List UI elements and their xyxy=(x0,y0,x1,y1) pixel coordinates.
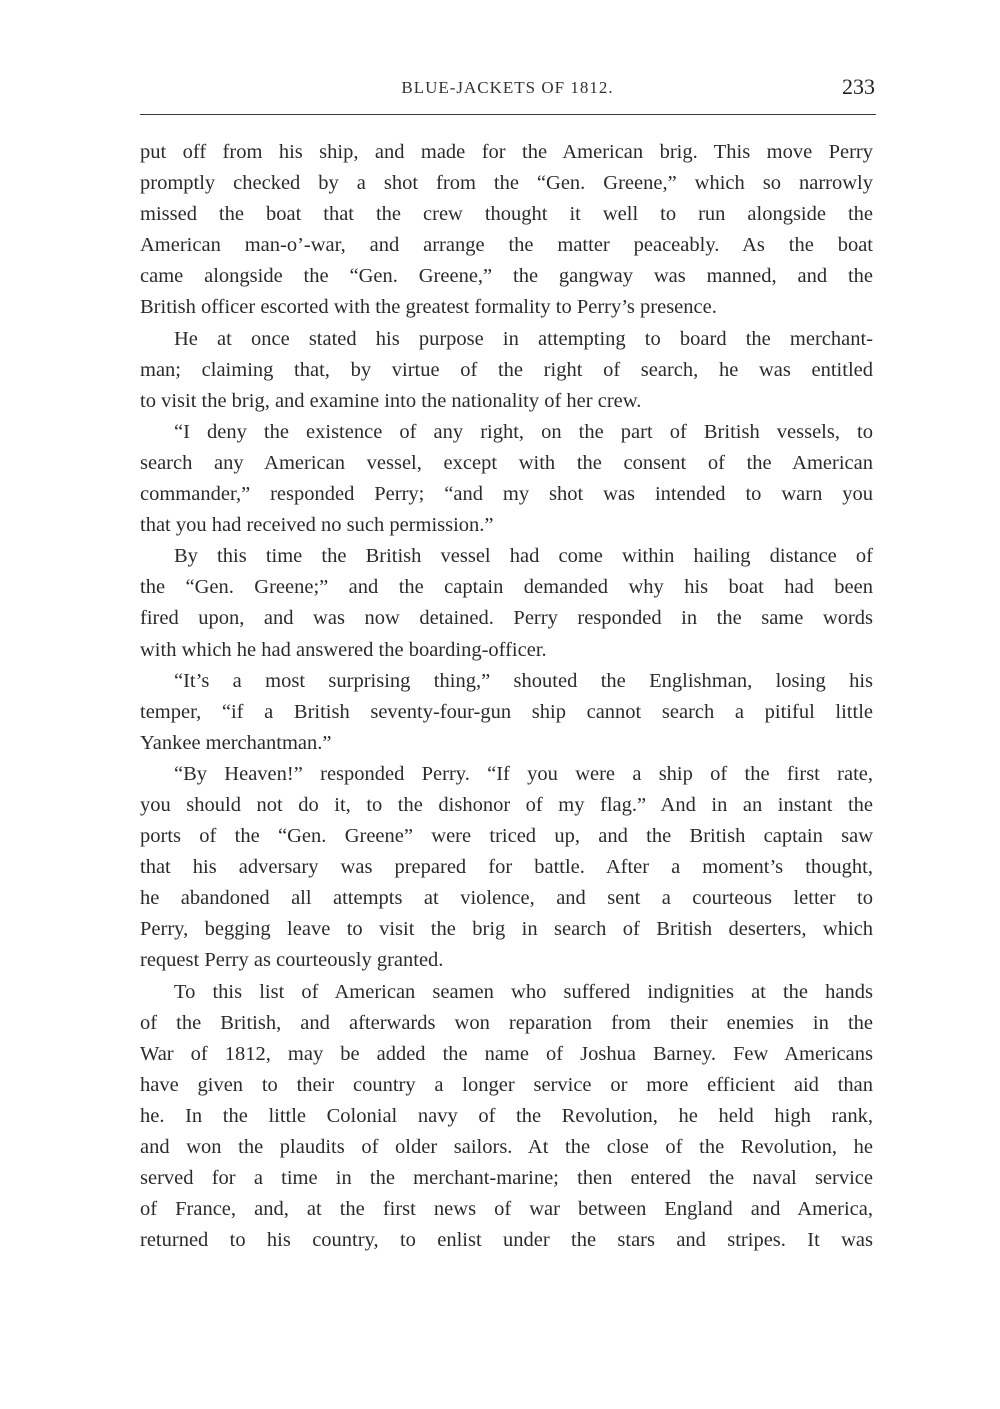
text-line: he. In the little Colonial navy of the Revolution, he held high rank, xyxy=(140,1104,873,1127)
text-line: “I deny the existence of any right, on the part of British vessels, to xyxy=(174,420,873,443)
paragraph xyxy=(140,759,873,977)
text-line: he abandoned all attempts at violence, and sent a courteous letter to xyxy=(140,887,873,910)
text-line: American man-o’-war, and arrange the matter peaceably. As the boat xyxy=(140,234,873,257)
text-line: missed the boat that the crew thought it well to run alongside the xyxy=(140,203,873,226)
text-line: that his adversary was prepared for battle. After a moment’s thought, xyxy=(140,856,873,879)
header-rule xyxy=(140,114,876,115)
text-line: you should not do it, to the dishonor of my flag.” And in an instant the xyxy=(140,793,873,816)
text-line: “By Heaven!” responded Perry. “If you were a ship of the first rate, xyxy=(174,762,873,785)
running-title: BLUE-JACKETS OF 1812. xyxy=(401,78,614,97)
text-line: have given to their country a longer service or more efficient aid than xyxy=(140,1073,873,1096)
text-line: came alongside the “Gen. Greene,” the gangway was manned, and the xyxy=(140,265,873,288)
paragraph xyxy=(140,666,873,759)
text-line: To this list of American seamen who suffered indignities at the hands xyxy=(174,980,873,1003)
text-line: to visit the brig, and examine into the nationality of her crew. xyxy=(140,389,642,412)
text-line: By this time the British vessel had come within hailing distance of xyxy=(174,545,873,568)
text-line: He at once stated his purpose in attempting to board the merchant- xyxy=(174,327,873,350)
text-line: commander,” responded Perry; “and my shot was intended to warn you xyxy=(140,483,873,506)
text-line: Yankee merchantman.” xyxy=(140,731,332,754)
paragraph xyxy=(140,324,873,417)
text-line: with which he had answered the boarding-officer. xyxy=(140,638,547,661)
text-line: returned to his country, to enlist under the stars and stripes. It was xyxy=(140,1229,873,1252)
running-head xyxy=(140,74,875,104)
text-line: served for a time in the merchant-marine; then entered the naval service xyxy=(140,1167,873,1190)
text-line: request Perry as courteously granted. xyxy=(140,949,444,972)
body-text xyxy=(140,137,873,1256)
text-line: Perry, begging leave to visit the brig in search of British deserters, which xyxy=(140,918,873,941)
paragraph xyxy=(140,541,873,665)
text-line: “It’s a most surprising thing,” shouted the Englishman, losing his xyxy=(174,669,873,692)
paragraph xyxy=(140,417,873,541)
text-line: of France, and, at the first news of war between England and America, xyxy=(140,1198,873,1221)
paragraph xyxy=(140,977,873,1257)
text-line: of the British, and afterwards won reparation from their enemies in the xyxy=(140,1011,873,1034)
text-line: search any American vessel, except with the consent of the American xyxy=(140,451,873,474)
text-line: man; claiming that, by virtue of the right of search, he was entitled xyxy=(140,358,873,381)
text-line: War of 1812, may be added the name of Joshua Barney. Few Americans xyxy=(140,1042,873,1065)
page-number: 233 xyxy=(842,74,875,99)
text-line: put off from his ship, and made for the American brig. This move Perry xyxy=(140,141,873,163)
text-line: ports of the “Gen. Greene” were triced up, and the British captain saw xyxy=(140,825,873,848)
text-line: temper, “if a British seventy-four-gun ship cannot search a pitiful little xyxy=(140,700,873,723)
paragraph xyxy=(140,137,873,324)
text-line: fired upon, and was now detained. Perry responded in the same words xyxy=(140,607,873,630)
text-line: and won the plaudits of older sailors. At the close of the Revolution, he xyxy=(140,1136,873,1158)
text-line: that you had received no such permission.” xyxy=(140,514,494,537)
text-line: the “Gen. Greene;” and the captain demanded why his boat had been xyxy=(140,576,873,599)
text-line: promptly checked by a shot from the “Gen. Greene,” which so narrowly xyxy=(140,172,873,195)
text-line: British officer escorted with the greatest formality to Perry’s presence. xyxy=(140,296,717,319)
